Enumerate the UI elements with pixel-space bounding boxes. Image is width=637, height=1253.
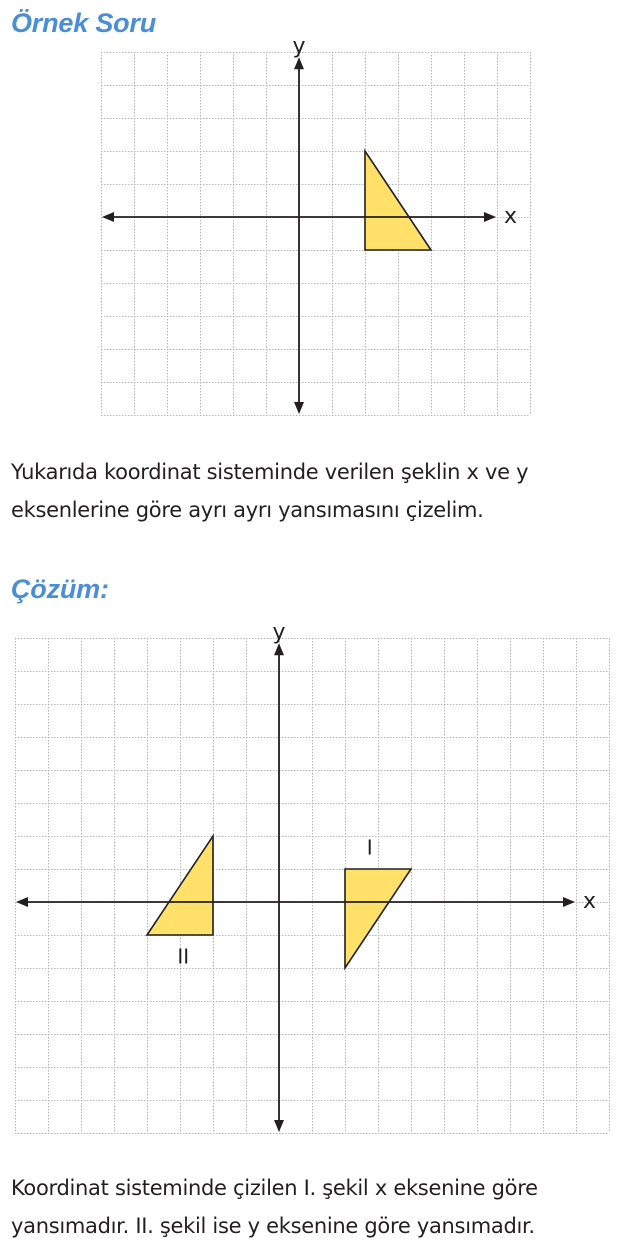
x-axis-arrow-right <box>484 212 496 222</box>
y-axis-arrow-down <box>274 1120 284 1132</box>
solution-heading: Çözüm: <box>11 574 109 604</box>
answer-line-2: yansımadır. II. şekil ise y eksenine göre yansımadır. <box>11 1214 535 1238</box>
triangle-II-label: II <box>177 944 190 969</box>
grid-lines <box>101 52 531 416</box>
x-axis-arrow-right <box>563 897 575 907</box>
y-axis-arrow-down <box>294 402 304 414</box>
question-line-1: Yukarıda koordinat sisteminde verilen şeklin x ve y <box>11 460 529 484</box>
grid-lines <box>15 638 610 1134</box>
y-axis-label: y <box>292 34 306 60</box>
x-axis-arrow-left <box>16 897 28 907</box>
x-axis-label: x <box>583 889 597 914</box>
question-text <box>11 453 633 529</box>
x-axis-label: x <box>504 204 518 229</box>
axes <box>102 57 496 414</box>
example-coordinate-grid <box>101 34 534 419</box>
original-triangle <box>365 151 431 250</box>
answer-line-1: Koordinat sisteminde çizilen I. şekil x eksenine göre <box>11 1176 538 1200</box>
triangle-I-label: I <box>366 835 373 860</box>
triangle-II <box>147 836 213 935</box>
axes <box>16 643 575 1132</box>
solution-coordinate-grid <box>15 620 611 1141</box>
y-axis-label: y <box>272 620 286 646</box>
answer-text <box>11 1169 633 1245</box>
question-line-2: eksenlerine göre ayrı ayrı yansımasını çizelim. <box>11 498 484 522</box>
x-axis-arrow-left <box>102 212 114 222</box>
example-heading: Örnek Soru <box>11 8 157 38</box>
